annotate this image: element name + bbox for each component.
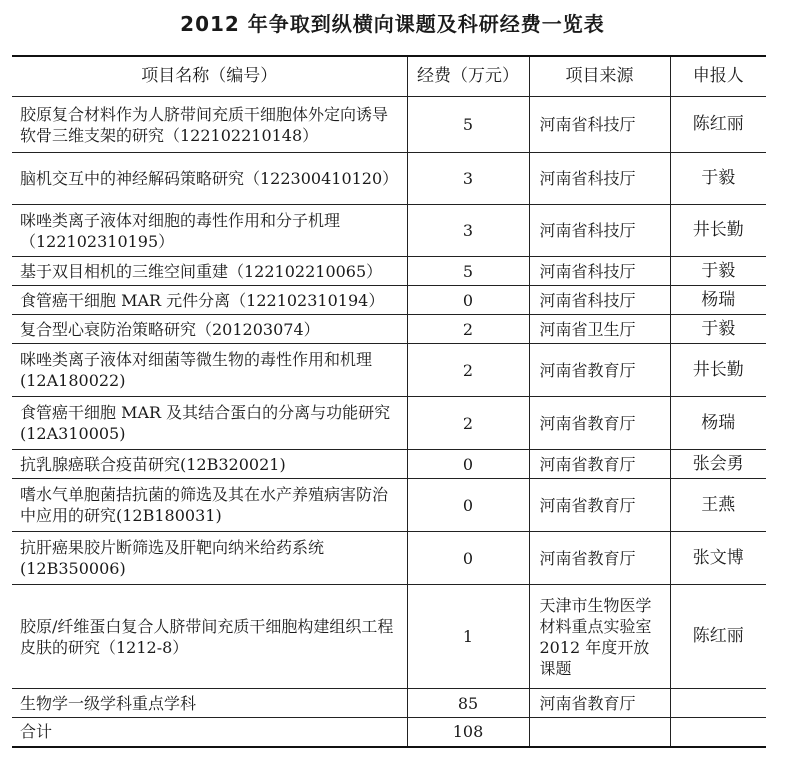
page-title: 2012 年争取到纵横向课题及科研经费一览表	[180, 12, 605, 36]
source-cell: 河南省教育厅	[529, 689, 670, 718]
table-row	[12, 97, 766, 153]
funding-cell: 3	[407, 205, 529, 257]
table-row	[12, 585, 766, 689]
applicant-cell: 张会勇	[670, 450, 766, 479]
funding-cell: 1	[407, 585, 529, 689]
funding-cell: 2	[407, 397, 529, 450]
project-name-cell: 嗜水气单胞菌拮抗菌的筛选及其在水产养殖病害防治中应用的研究(12B180031)	[12, 479, 407, 532]
source-cell: 河南省科技厅	[529, 97, 670, 153]
total-funding-cell: 108	[407, 718, 529, 747]
project-name-cell: 生物学一级学科重点学科	[12, 689, 407, 718]
applicant-cell: 陈红丽	[670, 97, 766, 153]
funding-cell: 5	[407, 97, 529, 153]
applicant-cell: 于毅	[670, 257, 766, 286]
applicant-cell	[670, 689, 766, 718]
applicant-cell	[670, 718, 766, 747]
project-name-cell: 复合型心衰防治策略研究（201203074）	[12, 315, 407, 344]
funding-cell: 5	[407, 257, 529, 286]
source-cell	[529, 718, 670, 747]
source-cell: 河南省教育厅	[529, 479, 670, 532]
applicant-cell: 张文博	[670, 532, 766, 585]
source-cell: 河南省科技厅	[529, 205, 670, 257]
funding-cell: 0	[407, 286, 529, 315]
project-name-cell: 胶原复合材料作为人脐带间充质干细胞体外定向诱导软骨三维支架的研究（122102210148）	[12, 97, 407, 153]
funding-cell: 3	[407, 153, 529, 205]
applicant-cell: 井长勤	[670, 205, 766, 257]
source-cell: 河南省科技厅	[529, 153, 670, 205]
project-name-cell: 基于双目相机的三维空间重建（122102210065）	[12, 257, 407, 286]
table-row	[12, 450, 766, 479]
header-project-name: 项目名称（编号）	[12, 56, 407, 97]
header-applicant: 申报人	[670, 56, 766, 97]
funding-table	[12, 55, 766, 748]
funding-cell: 0	[407, 450, 529, 479]
funding-cell: 2	[407, 315, 529, 344]
source-cell: 天津市生物医学材料重点实验室 2012 年度开放课题	[529, 585, 670, 689]
table-row	[12, 286, 766, 315]
table-header-row	[12, 56, 766, 97]
source-cell: 河南省教育厅	[529, 397, 670, 450]
project-name-cell: 抗乳腺癌联合疫苗研究(12B320021)	[12, 450, 407, 479]
applicant-cell: 王燕	[670, 479, 766, 532]
total-label-cell: 合计	[12, 718, 407, 747]
applicant-cell: 于毅	[670, 315, 766, 344]
table-row	[12, 479, 766, 532]
applicant-cell: 杨瑞	[670, 286, 766, 315]
source-cell: 河南省科技厅	[529, 286, 670, 315]
applicant-cell: 井长勤	[670, 344, 766, 397]
header-source: 项目来源	[529, 56, 670, 97]
funding-cell: 2	[407, 344, 529, 397]
table-row	[12, 689, 766, 718]
project-name-cell: 食管癌干细胞 MAR 元件分离（122102310194）	[12, 286, 407, 315]
table-row	[12, 205, 766, 257]
table-row	[12, 315, 766, 344]
project-name-cell: 脑机交互中的神经解码策略研究（122300410120）	[12, 153, 407, 205]
table-row	[12, 532, 766, 585]
funding-cell: 0	[407, 479, 529, 532]
project-name-cell: 胶原/纤维蛋白复合人脐带间充质干细胞构建组织工程皮肤的研究（1212-8）	[12, 585, 407, 689]
table-row	[12, 397, 766, 450]
funding-cell: 0	[407, 532, 529, 585]
source-cell: 河南省教育厅	[529, 450, 670, 479]
source-cell: 河南省卫生厅	[529, 315, 670, 344]
applicant-cell: 于毅	[670, 153, 766, 205]
source-cell: 河南省科技厅	[529, 257, 670, 286]
applicant-cell: 陈红丽	[670, 585, 766, 689]
table-row	[12, 153, 766, 205]
table-row	[12, 257, 766, 286]
source-cell: 河南省教育厅	[529, 532, 670, 585]
source-cell: 河南省教育厅	[529, 344, 670, 397]
applicant-cell: 杨瑞	[670, 397, 766, 450]
funding-cell: 85	[407, 689, 529, 718]
project-name-cell: 咪唑类离子液体对细胞的毒性作用和分子机理（122102310195）	[12, 205, 407, 257]
table-row	[12, 344, 766, 397]
project-name-cell: 食管癌干细胞 MAR 及其结合蛋白的分离与功能研究(12A310005)	[12, 397, 407, 450]
header-funding: 经费（万元）	[407, 56, 529, 97]
project-name-cell: 抗肝癌果胶片断筛选及肝靶向纳米给药系统(12B350006)	[12, 532, 407, 585]
table-row-total	[12, 718, 766, 747]
project-name-cell: 咪唑类离子液体对细菌等微生物的毒性作用和机理(12A180022)	[12, 344, 407, 397]
